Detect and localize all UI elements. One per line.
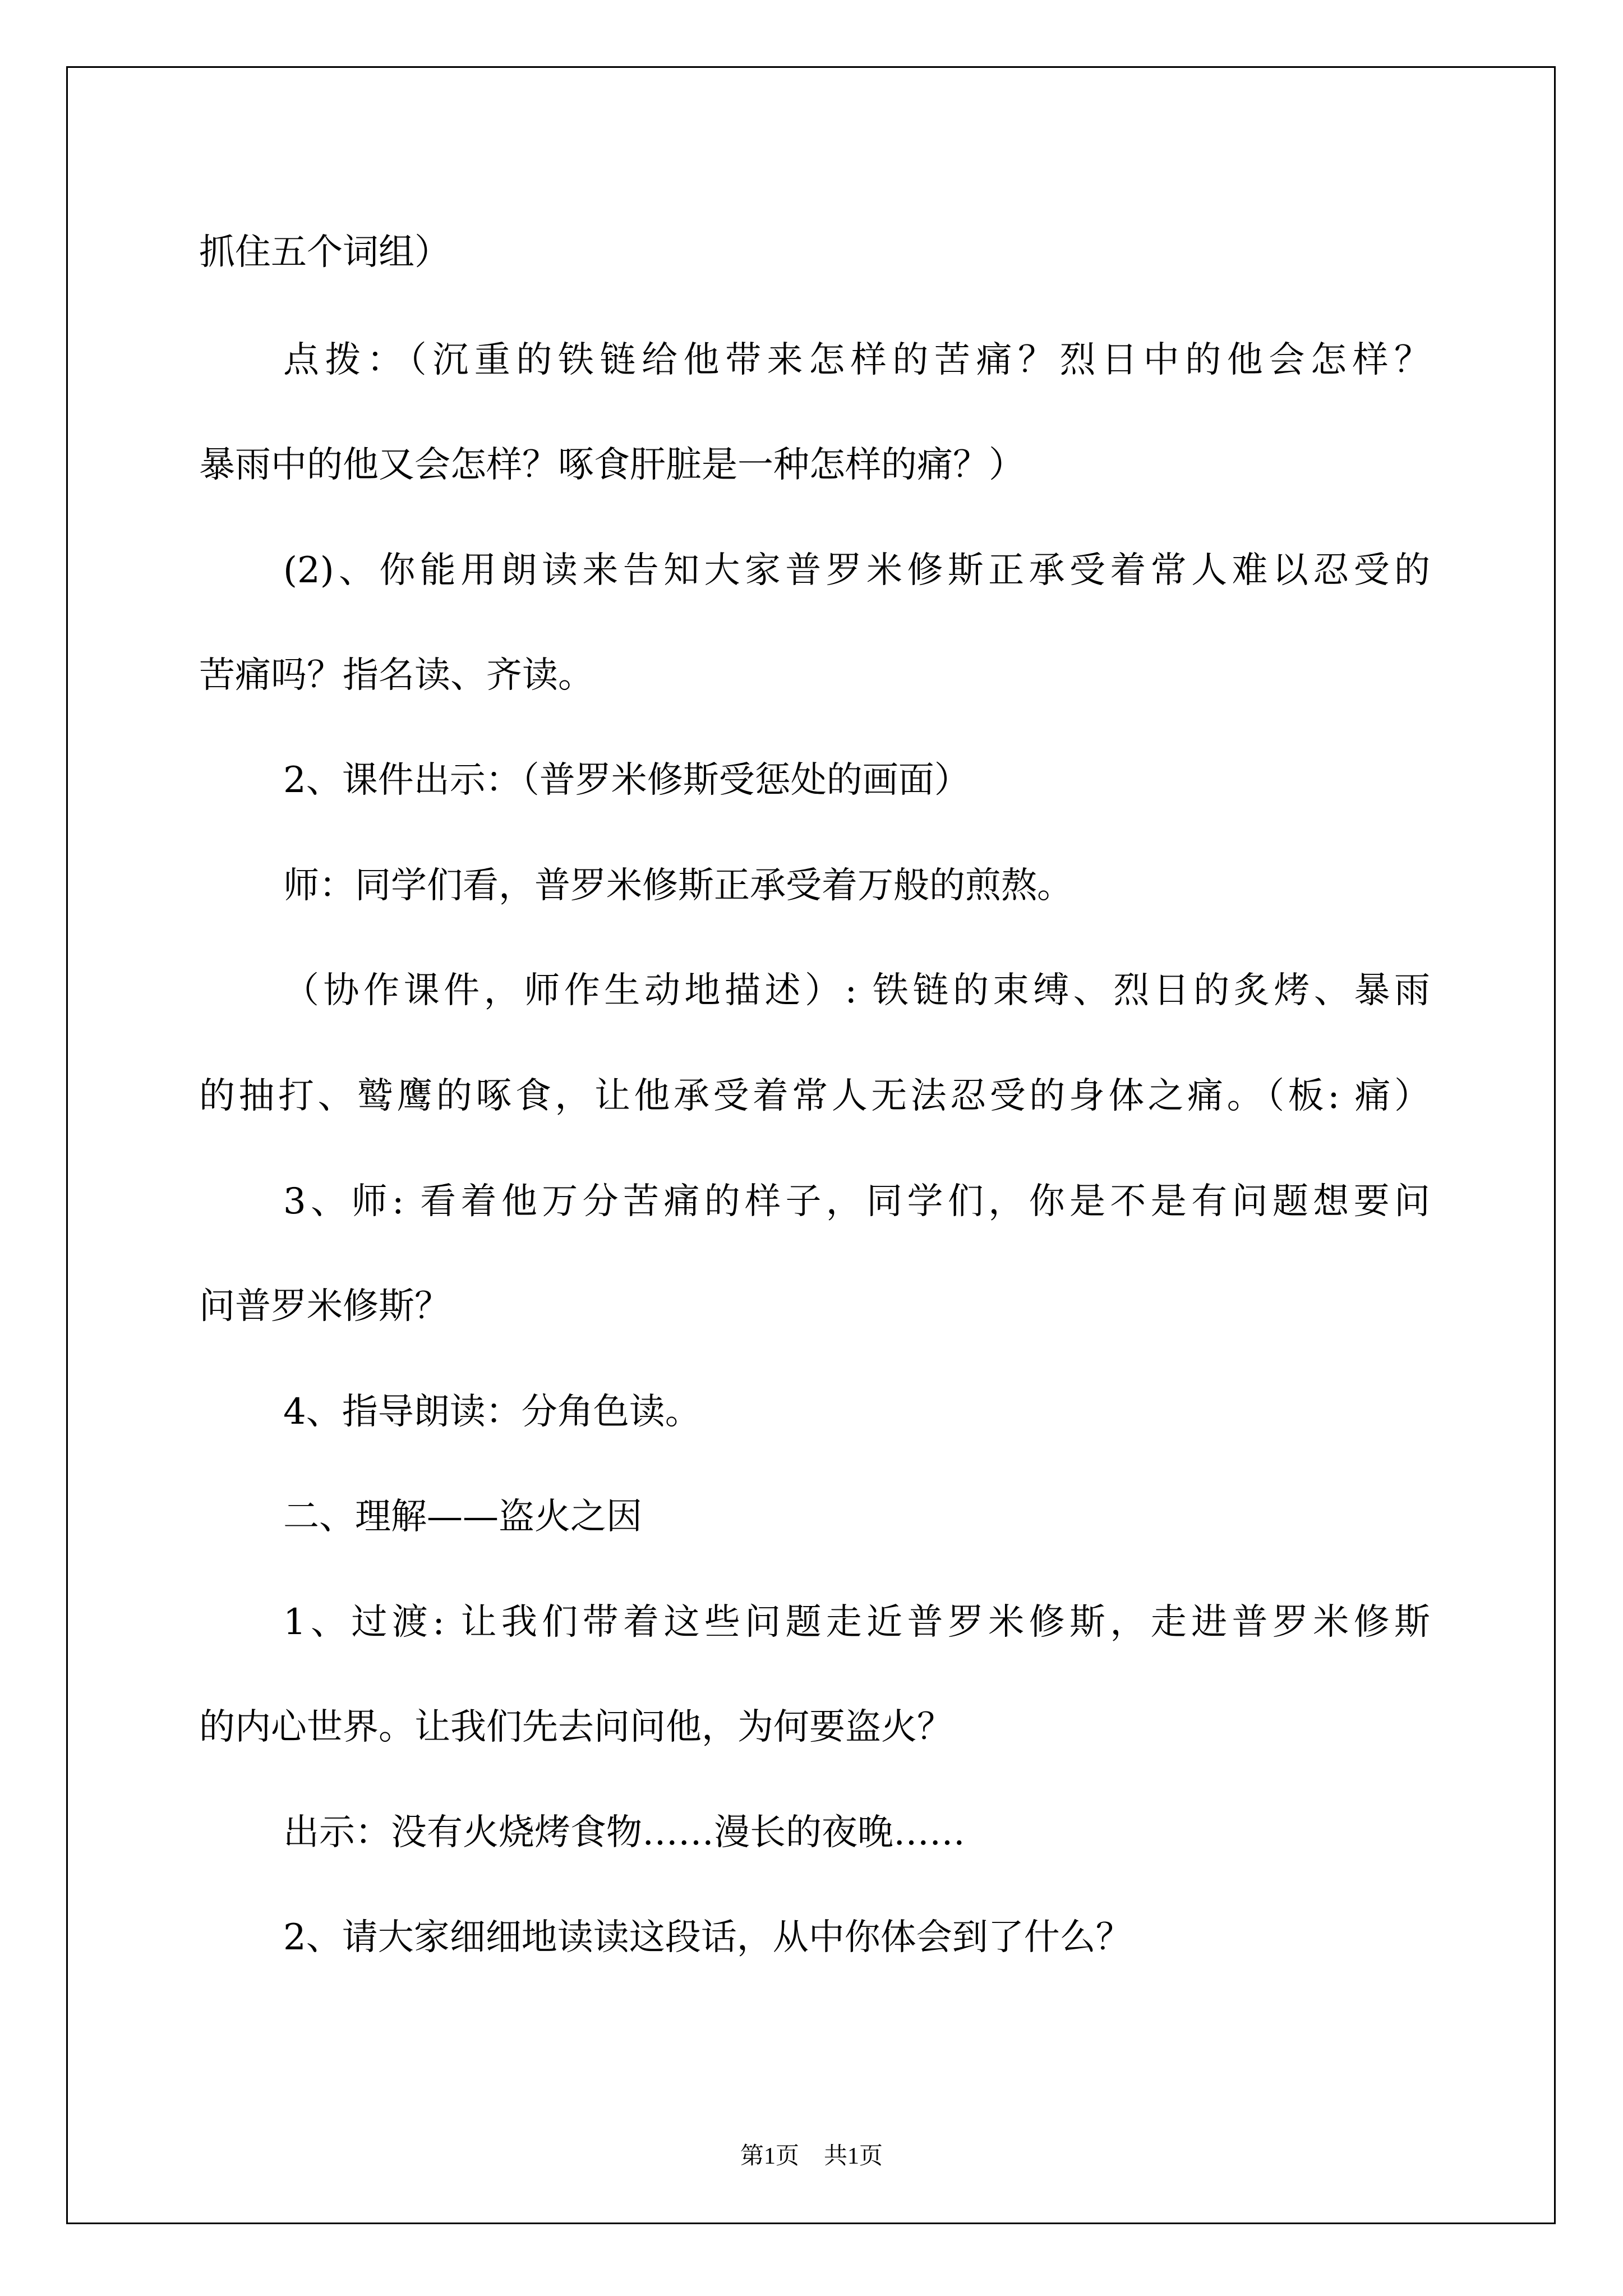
paragraph-line: 出示：没有火烧烤食物……漫长的夜晚…… [283, 1812, 965, 1853]
paragraph-line: 暴雨中的他又会怎样？啄食肝脏是一种怎样的痛？） [199, 444, 1025, 486]
paragraph-line: 4、指导朗读：分角色读。 [283, 1391, 701, 1433]
paragraph-line: （协作课件，师作生动地描述）: 铁链的束缚、烈日的炙烤、暴雨 [283, 970, 1430, 1011]
paragraph-line: 2、请大家细细地读读这段话，从中你体会到了什么？ [283, 1917, 1132, 1958]
paragraph-line: 1、过渡: 让我们带着这些问题走近普罗米修斯，走进普罗米修斯 [283, 1602, 1430, 1643]
page-number: 第1页 [740, 2143, 799, 2169]
paragraph-line: (2)、你能用朗读来告知大家普罗米修斯正承受着常人难以忍受的 [283, 550, 1430, 591]
paragraph-line: 师：同学们看，普罗米修斯正承受着万般的煎熬。 [283, 865, 1073, 907]
paragraph-line: 的抽打、鹫鹰的啄食，让他承受着常人无法忍受的身体之痛。（板: 痛） [199, 1075, 1430, 1117]
page-border [66, 66, 1556, 2224]
page-footer [0, 2137, 1623, 2171]
paragraph-line: 苦痛吗？指名读、齐读。 [199, 655, 594, 696]
paragraph-line: 的内心世界。让我们先去问问他，为何要盗火？ [199, 1706, 953, 1748]
total-pages: 共1页 [824, 2143, 883, 2169]
paragraph-line: 问普罗米修斯？ [199, 1286, 450, 1327]
section-heading: 二、理解——盗火之因 [283, 1496, 642, 1538]
paragraph-line: 点拨：（沉重的铁链给他带来怎样的苦痛？烈日中的他会怎样？ [283, 339, 1430, 381]
paragraph-line: 3、师: 看着他万分苦痛的样子，同学们，你是不是有问题想要问 [283, 1181, 1430, 1222]
paragraph-line: 抓住五个词组） [199, 232, 450, 273]
paragraph-line: 2、课件出示：（普罗米修斯受惩处的画面） [283, 760, 970, 801]
